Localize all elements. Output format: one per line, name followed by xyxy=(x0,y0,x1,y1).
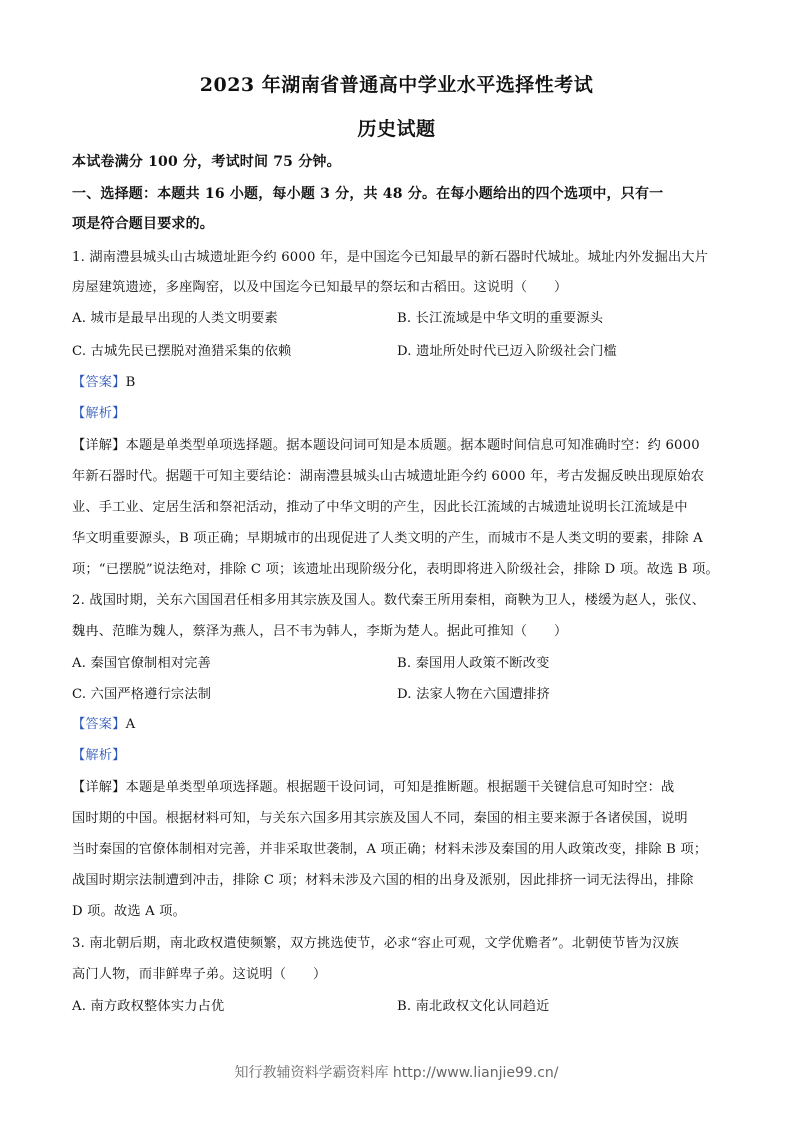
q2-detail-line: D 项。故选 A 项。 xyxy=(72,904,186,919)
detail-text: 本题是单类型单项选择题。根据题干设问词，可知是推断题。根据题干关键信息可知时空：战 xyxy=(125,780,675,795)
analysis-tag: 【解析】 xyxy=(72,748,126,763)
q1-detail-line: 年新石器时代。据题干可知主要结论：湖南澧县城头山古城遗址距今约 6000 年，考古发掘反映出现原始农 xyxy=(72,469,705,484)
q2-option-b: B. 秦国用人政策不断改变 xyxy=(397,656,550,671)
q1-option-a: A. 城市是最早出现的人类文明要素 xyxy=(72,311,278,326)
section-heading-cont: 项是符合题目要求的。 xyxy=(72,216,214,232)
q1-answer xyxy=(72,371,722,390)
q1-stem: 1. 湖南澧县城头山古城遗址距今约 6000 年，是中国迄今已知最早的新石器时代城址。城址内外发掘出大片 xyxy=(72,250,709,265)
q2-detail-line: 当时秦国的官僚体制相对完善，并非采取世袭制，A 项正确；材料未涉及秦国的用人政策改变，排除 B 项； xyxy=(72,842,708,857)
answer-value: A xyxy=(125,717,136,732)
footer-watermark: 知行教辅资料学霸资料库 http://www.lianjie99.cn/ xyxy=(234,1065,559,1081)
q2-stem-cont: 魏冉、范睢为魏人，蔡泽为燕人，吕不韦为韩人，李斯为楚人。据此可推知（ ） xyxy=(72,624,568,639)
detail-tag: 【详解】 xyxy=(72,438,126,453)
q2-option-d: D. 法家人物在六国遭排挤 xyxy=(397,687,550,702)
q2-detail xyxy=(72,776,722,795)
q1-detail xyxy=(72,434,722,453)
q1-stem-cont: 房屋建筑遗迹，多座陶窑，以及中国迄今已知最早的祭坛和古稻田。这说明（ ） xyxy=(72,280,568,295)
detail-text: 本题是单类型单项选择题。据本题设问词可知是本质题。据本题时间信息可知准确时空：约 6000 xyxy=(125,438,700,453)
q2-detail-line: 国时期的中国。根据材料可知，与关东六国多用其宗族及国人不同，秦国的相主要来源于各诸侯国，说明 xyxy=(72,811,688,826)
q3-stem-cont: 高门人物，而非鲜卑子弟。这说明（ ） xyxy=(72,967,327,982)
q3-option-a: A. 南方政权整体实力占优 xyxy=(72,999,225,1014)
analysis-tag: 【解析】 xyxy=(72,406,126,421)
answer-tag: 【答案】 xyxy=(72,375,126,390)
exam-instructions: 本试卷满分 100 分，考试时间 75 分钟。 xyxy=(72,154,341,170)
q1-option-c: C. 古城先民已摆脱对渔猎采集的依赖 xyxy=(72,344,292,359)
q2-option-c: C. 六国严格遵行宗法制 xyxy=(72,687,212,702)
q1-option-b: B. 长江流域是中华文明的重要源头 xyxy=(397,311,604,326)
q2-stem: 2. 战国时期，关东六国国君任相多用其宗族及国人。数代秦王所用秦相，商鞅为卫人，楼缓为赵人，张仪、 xyxy=(72,593,706,608)
answer-tag: 【答案】 xyxy=(72,717,126,732)
detail-tag: 【详解】 xyxy=(72,780,126,795)
q2-detail-line: 战国时期宗法制遭到冲击，排除 C 项；材料未涉及六国的相的出身及派别，因此排挤一词无法得出，排除 xyxy=(72,873,694,888)
q2-option-a: A. 秦国官僚制相对完善 xyxy=(72,656,211,671)
q1-option-d: D. 遗址所处时代已迈入阶级社会门槛 xyxy=(397,344,617,359)
q1-detail-line: 项；“已摆脱”说法绝对，排除 C 项；该遗址出现阶级分化，表明即将进入阶级社会，排除 D 项。故选 B 项。 xyxy=(72,562,719,577)
exam-title: 2023 年湖南省普通高中学业水平选择性考试 xyxy=(199,74,594,96)
q3-stem: 3. 南北朝后期，南北政权遣使频繁，双方挑选使节，必求“容止可观，文学优赡者”。北朝使节皆为汉族 xyxy=(72,936,679,951)
answer-value: B xyxy=(125,375,136,390)
exam-subtitle: 历史试题 xyxy=(357,118,436,140)
q3-option-b: B. 南北政权文化认同趋近 xyxy=(397,999,550,1014)
q1-analysis xyxy=(72,402,722,421)
q1-detail-line: 业、手工业、定居生活和祭祀活动，推动了中华文明的产生，因此长江流域的古城遗址说明长江流域是中 xyxy=(72,500,688,515)
q2-analysis xyxy=(72,744,722,763)
section-heading: 一、选择题：本题共 16 小题，每小题 3 分，共 48 分。在每小题给出的四个选项中，只有一 xyxy=(72,186,664,202)
q1-detail-line: 华文明重要源头，B 项正确；早期城市的出现促进了人类文明的产生，而城市不是人类文明的要素，排除 A xyxy=(72,531,703,546)
q2-answer xyxy=(72,713,722,732)
